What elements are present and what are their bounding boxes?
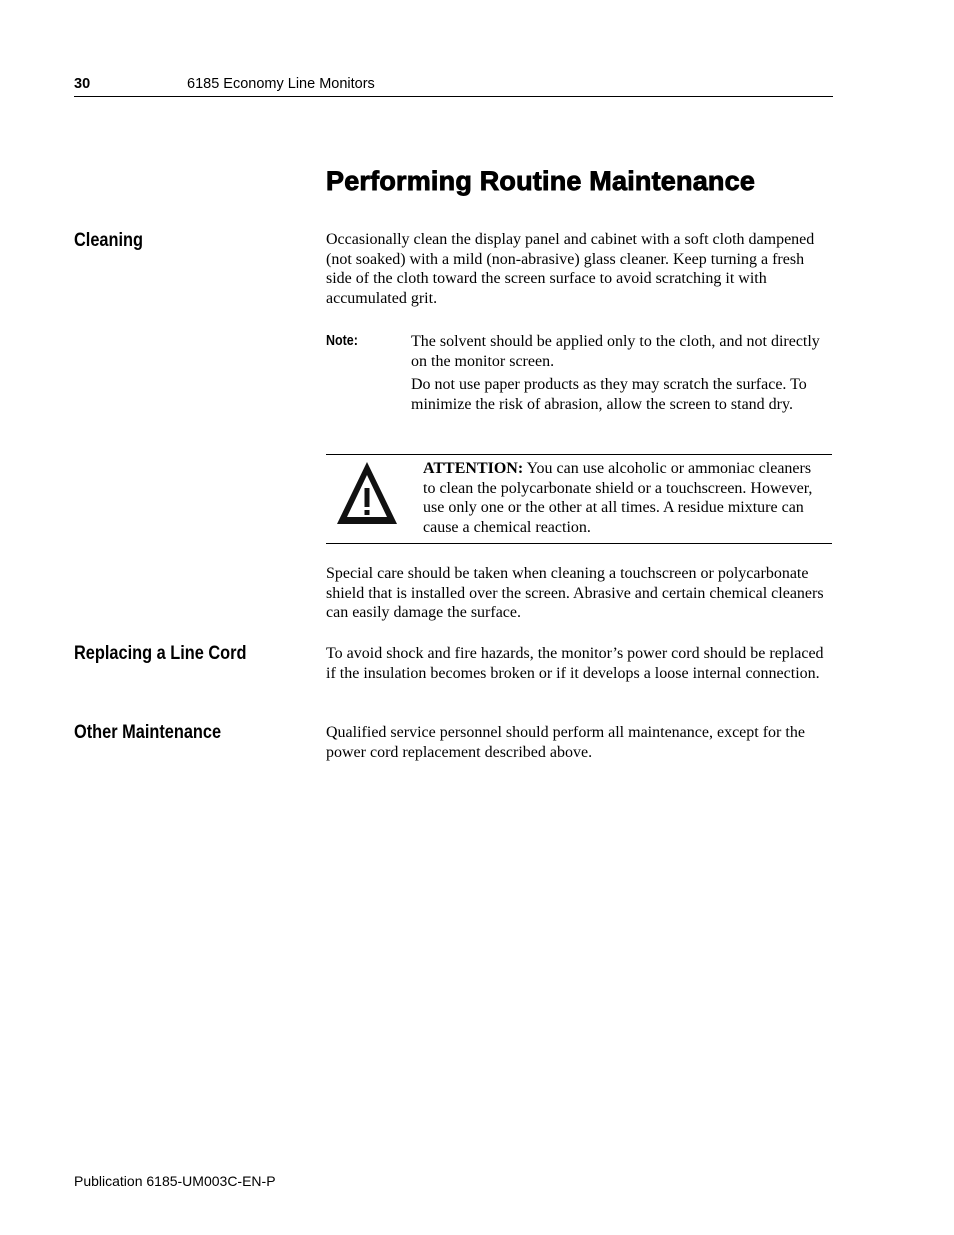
line-cord-paragraph: To avoid shock and fire hazards, the monitor’s power cord should be replaced if the insulation becomes broken or if it develops a loose internal connection. <box>326 645 824 682</box>
warning-icon <box>335 460 399 526</box>
attention-label: ATTENTION: <box>423 460 524 477</box>
cleaning-paragraph-2: Special care should be taken when cleaning a touchscreen or polycarbonate shield that is installed over the screen. Abrasive and certain chemical cleaners can easily damage the surface. <box>326 565 824 622</box>
page-number: 30 <box>74 76 91 92</box>
attention-body: You can use alcoholic or ammoniac cleaners to clean the polycarbonate shield or a touchscreen. However, use only one or the other at all times. A residue mixture can cause a chemical reaction. <box>423 460 813 536</box>
heading-cleaning: Cleaning <box>74 230 144 251</box>
attention-box <box>326 454 832 544</box>
note-line-1: The solvent should be applied only to the cloth, and not directly on the monitor screen. <box>411 333 820 370</box>
publication-footer: Publication 6185-UM003C-EN-P <box>74 1173 276 1189</box>
note-line-2: Do not use paper products as they may scratch the surface. To minimize the risk of abrasion, allow the screen to stand dry. <box>411 376 807 413</box>
page-title: Performing Routine Maintenance <box>326 166 756 196</box>
cleaning-paragraph: Occasionally clean the display panel and cabinet with a soft cloth dampened (not soaked) with a mild (non-abrasive) glass cleaner. Keep turning a fresh side of the cloth toward the screen surface to avoid scratching it with accumulated grit. <box>326 231 815 307</box>
page-header <box>74 76 833 97</box>
document-title: 6185 Economy Line Monitors <box>187 76 375 92</box>
other-maintenance-paragraph: Qualified service personnel should perform all maintenance, except for the power cord replacement described above. <box>326 724 805 761</box>
attention-text <box>423 459 823 537</box>
heading-line-cord: Replacing a Line Cord <box>74 643 247 664</box>
note-label: Note: <box>326 333 358 349</box>
heading-other-maintenance: Other Maintenance <box>74 722 222 743</box>
